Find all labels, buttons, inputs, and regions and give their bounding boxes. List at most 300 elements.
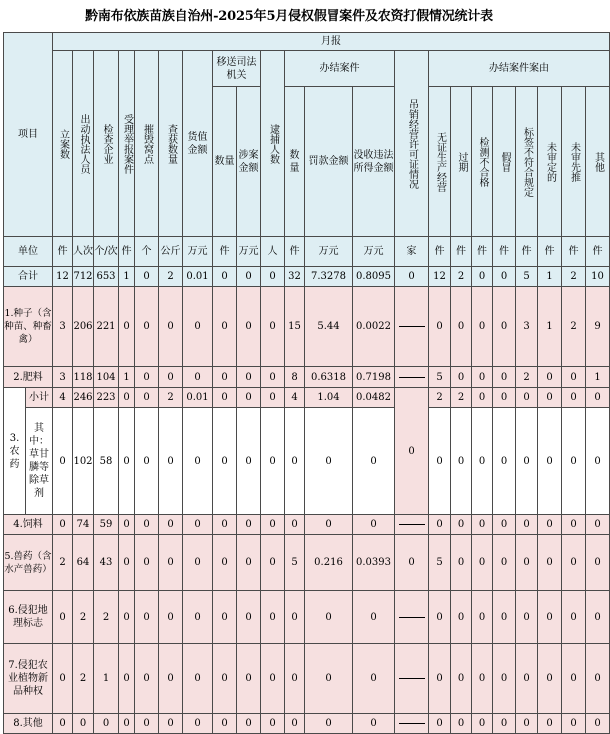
unit-cell: 万元	[353, 237, 395, 267]
data-cell: 0	[451, 287, 472, 367]
row-label-seeds: 1.种子（含种苗、种畜禽）	[4, 287, 53, 367]
data-cell: 0	[159, 714, 183, 734]
data-cell: 0	[213, 388, 237, 408]
data-cell: 0	[135, 714, 159, 734]
header-transfer-amount: 涉案金额	[237, 87, 261, 237]
data-cell: 2	[73, 644, 94, 714]
header-other: 其他	[586, 87, 610, 237]
total-cell: 10	[586, 267, 610, 287]
data-cell: 0	[135, 287, 159, 367]
data-cell: 0	[472, 388, 493, 408]
data-cell: 0	[213, 515, 237, 535]
data-cell: 0	[538, 388, 562, 408]
data-cell: 0	[285, 591, 305, 644]
data-cell: 0	[237, 367, 261, 388]
data-cell: 0	[237, 535, 261, 591]
data-cell: 0	[516, 591, 538, 644]
header-cases: 立案数	[53, 51, 73, 237]
data-cell: 0	[429, 515, 451, 535]
data-cell: 0	[451, 644, 472, 714]
not-applicable-dash	[399, 524, 425, 525]
data-cell: 0	[53, 591, 73, 644]
data-cell: 0	[261, 408, 285, 515]
data-cell: 0	[538, 644, 562, 714]
unit-cell: 件	[119, 237, 135, 267]
unit-cell: 件	[285, 237, 305, 267]
data-cell: 0	[493, 515, 516, 535]
header-revoke: 吊销经营许可证情况	[395, 51, 429, 237]
data-cell: 0	[183, 408, 213, 515]
data-cell: 0	[213, 644, 237, 714]
data-cell: 0	[285, 714, 305, 734]
data-cell: 0	[135, 535, 159, 591]
data-cell: 2	[159, 388, 183, 408]
unit-cell: 件	[538, 237, 562, 267]
header-row-1	[4, 33, 610, 51]
data-cell: 0	[305, 644, 353, 714]
data-cell: 0	[493, 644, 516, 714]
unit-cell: 件	[562, 237, 586, 267]
data-cell: 0	[305, 714, 353, 734]
transfer-group-header: 移送司法机关	[213, 51, 261, 87]
data-cell: 0	[119, 535, 135, 591]
unit-cell: 件	[493, 237, 516, 267]
unit-cell: 万元	[305, 237, 353, 267]
seeds-row	[4, 287, 610, 367]
data-cell: 0	[261, 515, 285, 535]
total-label: 合计	[4, 267, 53, 287]
data-cell: 0	[586, 644, 610, 714]
header-confiscate: 没收违法所得金额	[353, 87, 395, 237]
data-cell: 0	[451, 591, 472, 644]
data-cell: 0	[516, 535, 538, 591]
data-cell: 9	[586, 287, 610, 367]
data-cell: 0	[586, 535, 610, 591]
unit-cell: 人次	[73, 237, 94, 267]
data-cell: 246	[73, 388, 94, 408]
data-cell: 0	[516, 644, 538, 714]
unit-cell: 件	[429, 237, 451, 267]
data-cell: 0	[493, 408, 516, 515]
data-cell: 0	[516, 515, 538, 535]
pesticide-subtotal-row	[4, 388, 610, 408]
data-cell: 0	[237, 408, 261, 515]
data-cell: 74	[73, 515, 94, 535]
data-cell: 0	[261, 287, 285, 367]
units-label: 单位	[4, 237, 53, 267]
data-cell: 64	[73, 535, 94, 591]
data-cell: 0	[516, 388, 538, 408]
data-cell: 0	[53, 714, 73, 734]
data-cell: 0	[213, 714, 237, 734]
data-cell: 0	[562, 388, 586, 408]
units-row	[4, 237, 610, 267]
total-cell: 1	[538, 267, 562, 287]
data-cell: 0	[213, 535, 237, 591]
data-cell	[395, 714, 429, 734]
data-cell: 0	[516, 408, 538, 515]
total-cell: 0	[472, 267, 493, 287]
data-cell: 0	[159, 408, 183, 515]
data-cell: 4	[53, 388, 73, 408]
data-cell: 0	[472, 367, 493, 388]
total-cell: 712	[73, 267, 94, 287]
not-applicable-dash	[399, 617, 425, 618]
total-cell: 0.01	[183, 267, 213, 287]
data-cell: 0	[183, 367, 213, 388]
data-cell: 0	[493, 591, 516, 644]
data-cell: 0	[586, 515, 610, 535]
data-cell: 221	[94, 287, 119, 367]
data-cell: 0	[353, 714, 395, 734]
data-cell: 0	[451, 408, 472, 515]
data-cell: 0	[159, 515, 183, 535]
header-transfer-num: 数量	[213, 87, 237, 237]
data-cell: 0.0022	[353, 287, 395, 367]
geo-mark-row	[4, 591, 610, 644]
total-cell: 2	[451, 267, 472, 287]
data-cell: 0	[119, 591, 135, 644]
data-cell: 0	[261, 367, 285, 388]
data-cell: 0	[493, 714, 516, 734]
total-cell: 0	[135, 267, 159, 287]
data-cell: 0	[261, 714, 285, 734]
data-cell: 0	[538, 367, 562, 388]
data-cell: 0.7198	[353, 367, 395, 388]
data-cell: 0	[562, 644, 586, 714]
data-cell	[395, 644, 429, 714]
data-cell: 0	[562, 535, 586, 591]
header-reports: 受理举报案件	[119, 51, 135, 237]
data-cell: 0	[135, 644, 159, 714]
total-cell: 653	[94, 267, 119, 287]
data-cell: 0	[562, 408, 586, 515]
reasons-group-header: 办结案件案由	[429, 51, 610, 87]
data-cell: 3	[53, 367, 73, 388]
data-cell: 0	[429, 287, 451, 367]
data-cell: 0	[586, 408, 610, 515]
data-cell: 1	[586, 367, 610, 388]
data-cell: 0.01	[183, 388, 213, 408]
data-cell: 0	[237, 515, 261, 535]
data-cell: 0	[305, 591, 353, 644]
data-cell: 0	[53, 408, 73, 515]
data-cell: 0	[493, 535, 516, 591]
data-cell: 1	[538, 287, 562, 367]
data-cell: 2	[516, 367, 538, 388]
data-cell: 0	[261, 388, 285, 408]
unit-cell: 件	[451, 237, 472, 267]
header-label: 标签不符合规定	[516, 87, 538, 237]
data-cell: 0	[429, 644, 451, 714]
item-header: 项目	[4, 33, 53, 237]
data-cell: 0	[472, 287, 493, 367]
header-dens: 摧毁窝点	[135, 51, 159, 237]
data-cell: 0	[429, 408, 451, 515]
data-cell: 206	[73, 287, 94, 367]
data-cell: 104	[94, 367, 119, 388]
unit-cell: 公斤	[159, 237, 183, 267]
data-cell: 0	[135, 388, 159, 408]
row-label-plant-variety: 7.侵犯农业植物新品种权	[4, 644, 53, 714]
data-cell: 0	[261, 591, 285, 644]
data-cell: 1.04	[305, 388, 353, 408]
data-cell	[395, 287, 429, 367]
data-cell: 0	[395, 535, 429, 591]
total-cell: 0	[213, 267, 237, 287]
data-cell: 0	[285, 644, 305, 714]
data-cell: 0.0482	[353, 388, 395, 408]
report-sheet	[3, 2, 604, 734]
header-unapproved: 未审定的	[538, 87, 562, 237]
data-cell	[395, 367, 429, 388]
total-cell: 12	[53, 267, 73, 287]
data-cell: 102	[73, 408, 94, 515]
header-unlicensed: 无证生产经营	[429, 87, 451, 237]
data-cell: 0	[472, 408, 493, 515]
data-cell: 0	[472, 714, 493, 734]
unit-cell: 家	[395, 237, 429, 267]
data-cell: 0	[472, 591, 493, 644]
not-applicable-dash	[399, 377, 425, 378]
data-cell: 0	[237, 287, 261, 367]
total-cell: 0	[395, 267, 429, 287]
data-cell: 0	[213, 367, 237, 388]
header-unpromoted: 未审先推	[562, 87, 586, 237]
row-label-feed: 4.饲料	[4, 515, 53, 535]
data-cell: 5.44	[305, 287, 353, 367]
data-cell: 0	[183, 644, 213, 714]
plant-variety-row	[4, 644, 610, 714]
data-cell: 0	[237, 388, 261, 408]
header-arrests: 逮捕人数	[261, 51, 285, 237]
data-cell: 0	[159, 591, 183, 644]
data-cell: 0	[493, 388, 516, 408]
data-cell: 0	[159, 535, 183, 591]
data-cell	[395, 591, 429, 644]
data-cell: 5	[285, 535, 305, 591]
data-cell: 0	[53, 515, 73, 535]
total-cell: 0	[237, 267, 261, 287]
closed-group-header: 办结案件	[285, 51, 395, 87]
data-cell: 0	[237, 591, 261, 644]
total-cell: 32	[285, 267, 305, 287]
data-cell: 8	[285, 367, 305, 388]
total-cell: 0.8095	[353, 267, 395, 287]
data-cell: 118	[73, 367, 94, 388]
data-cell: 0	[119, 388, 135, 408]
statistics-table	[3, 32, 610, 734]
data-cell: 3	[516, 287, 538, 367]
unit-cell: 件	[213, 237, 237, 267]
data-cell: 0	[538, 714, 562, 734]
pesticide-herbicide-row	[4, 408, 610, 515]
row-label-herbicide: 其中：草甘膦等除草剂	[26, 408, 53, 515]
data-cell: 0	[586, 591, 610, 644]
data-cell: 1	[119, 367, 135, 388]
data-cell: 0	[353, 644, 395, 714]
data-cell: 0	[183, 535, 213, 591]
data-cell: 0	[285, 515, 305, 535]
not-applicable-dash	[399, 723, 425, 724]
data-cell: 0	[135, 408, 159, 515]
data-cell: 2	[73, 591, 94, 644]
data-cell: 3	[53, 287, 73, 367]
feed-row	[4, 515, 610, 535]
data-cell: 0	[119, 714, 135, 734]
data-cell: 0	[213, 591, 237, 644]
header-unqualified: 检测不合格	[472, 87, 493, 237]
data-cell: 0	[493, 367, 516, 388]
data-cell: 2	[562, 287, 586, 367]
revoke-pesticide-cell: 0	[395, 388, 429, 515]
unit-cell: 个	[135, 237, 159, 267]
data-cell: 0	[451, 714, 472, 734]
data-cell: 2	[451, 388, 472, 408]
data-cell: 0	[516, 714, 538, 734]
data-cell: 0	[586, 714, 610, 734]
total-cell: 2	[562, 267, 586, 287]
total-cell: 0	[261, 267, 285, 287]
row-label-vet-drugs: 5.兽药（含水产兽药）	[4, 535, 53, 591]
unit-cell: 件	[472, 237, 493, 267]
header-fine: 罚款金额	[305, 87, 353, 237]
not-applicable-dash	[399, 326, 425, 327]
data-cell: 0	[538, 591, 562, 644]
data-cell: 0	[237, 644, 261, 714]
header-seized-qty: 查获数量	[159, 51, 183, 237]
header-expired: 过期	[451, 87, 472, 237]
data-cell: 58	[94, 408, 119, 515]
data-cell: 1	[94, 644, 119, 714]
total-cell: 2	[159, 267, 183, 287]
data-cell: 0	[237, 714, 261, 734]
data-cell: 0	[451, 515, 472, 535]
monthly-header: 月报	[53, 33, 610, 51]
data-cell: 0	[353, 515, 395, 535]
data-cell: 59	[94, 515, 119, 535]
data-cell: 0	[538, 535, 562, 591]
data-cell: 0	[451, 535, 472, 591]
data-cell: 0	[183, 515, 213, 535]
total-cell: 5	[516, 267, 538, 287]
data-cell: 0	[261, 644, 285, 714]
total-cell: 7.3278	[305, 267, 353, 287]
other-row	[4, 714, 610, 734]
header-inspect: 检查企业	[94, 51, 119, 237]
row-group-pesticide	[4, 388, 26, 515]
data-cell: 0.6318	[305, 367, 353, 388]
data-cell: 0	[119, 287, 135, 367]
total-cell: 1	[119, 267, 135, 287]
data-cell	[395, 515, 429, 535]
data-cell: 5	[429, 535, 451, 591]
data-cell: 0	[451, 367, 472, 388]
data-cell: 0.0393	[353, 535, 395, 591]
total-row	[4, 267, 610, 287]
data-cell: 0	[183, 287, 213, 367]
row-label-other: 8.其他	[4, 714, 53, 734]
data-cell: 0	[562, 591, 586, 644]
data-cell: 15	[285, 287, 305, 367]
data-cell: 0	[135, 367, 159, 388]
header-row-2	[4, 51, 610, 87]
data-cell: 0	[353, 408, 395, 515]
data-cell: 0	[119, 408, 135, 515]
data-cell: 0	[73, 714, 94, 734]
data-cell: 0	[562, 714, 586, 734]
header-closed-num: 数量	[285, 87, 305, 237]
data-cell: 0	[353, 591, 395, 644]
data-cell: 5	[429, 367, 451, 388]
row-label-fertilizer: 2.肥料	[4, 367, 53, 388]
row-label-subtotal: 小计	[26, 388, 53, 408]
data-cell: 0	[538, 515, 562, 535]
data-cell: 0	[261, 535, 285, 591]
unit-cell: 件	[53, 237, 73, 267]
data-cell: 0	[119, 644, 135, 714]
header-officers: 出动执法人员	[73, 51, 94, 237]
data-cell: 2	[429, 388, 451, 408]
total-cell: 12	[429, 267, 451, 287]
pesticide-group-label: 3.农药	[9, 432, 20, 470]
data-cell: 0	[183, 714, 213, 734]
data-cell: 0	[562, 367, 586, 388]
data-cell: 0	[429, 591, 451, 644]
data-cell: 0	[135, 591, 159, 644]
data-cell: 0	[53, 644, 73, 714]
data-cell: 0	[159, 644, 183, 714]
fertilizer-row	[4, 367, 610, 388]
vet-drugs-row	[4, 535, 610, 591]
data-cell: 0	[472, 644, 493, 714]
header-goods-value: 货值金额	[183, 51, 213, 237]
data-cell: 0	[493, 287, 516, 367]
data-cell: 0	[305, 515, 353, 535]
data-cell: 4	[285, 388, 305, 408]
unit-cell: 个/次	[94, 237, 119, 267]
data-cell: 0	[429, 714, 451, 734]
data-cell: 223	[94, 388, 119, 408]
data-cell: 0	[119, 515, 135, 535]
unit-cell: 人	[261, 237, 285, 267]
header-fake: 假冒	[493, 87, 516, 237]
data-cell: 0	[538, 408, 562, 515]
data-cell: 0	[94, 714, 119, 734]
data-cell: 0	[159, 287, 183, 367]
data-cell: 0	[285, 408, 305, 515]
unit-cell: 件	[586, 237, 610, 267]
unit-cell: 万元	[237, 237, 261, 267]
data-cell: 0	[472, 535, 493, 591]
data-cell: 0	[159, 367, 183, 388]
data-cell: 0	[213, 408, 237, 515]
row-label-geo-mark: 6.侵犯地理标志	[4, 591, 53, 644]
data-cell: 0	[562, 515, 586, 535]
data-cell: 2	[94, 591, 119, 644]
not-applicable-dash	[399, 678, 425, 679]
unit-cell: 件	[516, 237, 538, 267]
data-cell: 0	[305, 408, 353, 515]
data-cell: 2	[53, 535, 73, 591]
unit-cell: 万元	[183, 237, 213, 267]
report-title: 黔南布依族苗族自治州-2025年5月侵权假冒案件及农资打假情况统计表	[85, 9, 493, 24]
data-cell: 0	[586, 388, 610, 408]
data-cell: 0	[135, 515, 159, 535]
total-cell: 0	[493, 267, 516, 287]
data-cell: 0.216	[305, 535, 353, 591]
data-cell: 0	[183, 591, 213, 644]
